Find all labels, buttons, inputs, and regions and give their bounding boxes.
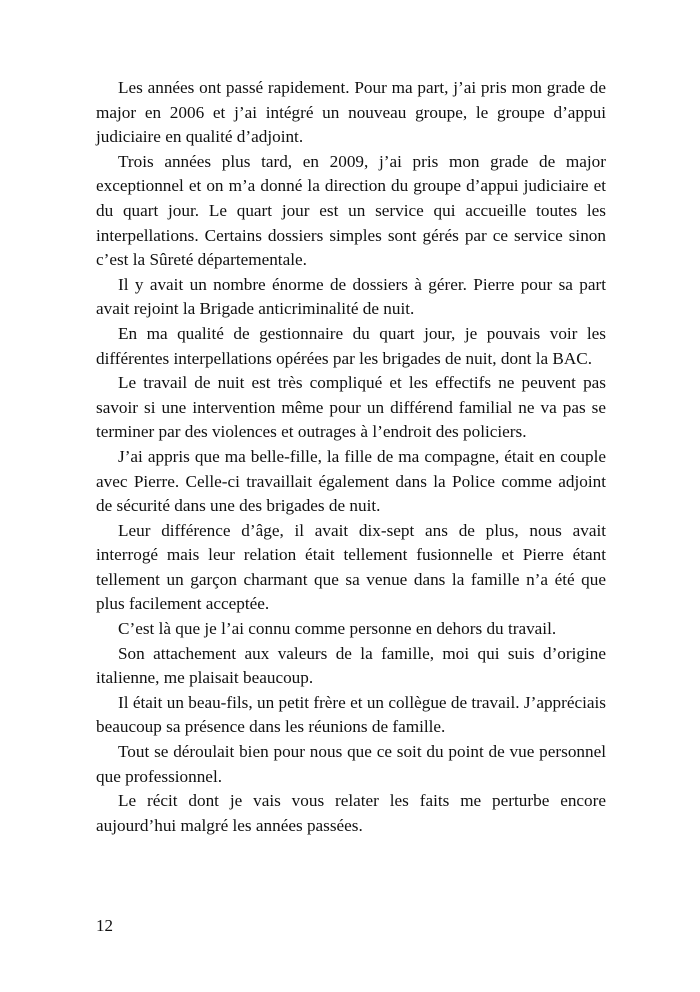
paragraph: Son attachement aux valeurs de la famille, moi qui suis d’origine italienne, me plaisait beaucoup. [96, 643, 606, 688]
paragraph: En ma qualité de gestionnaire du quart jour, je pouvais voir les différentes interpellations opérées par les brigades de nuit, dont la BAC. [96, 323, 606, 368]
paragraph: Tout se déroulait bien pour nous que ce soit du point de vue personnel que professionnel. [96, 742, 606, 786]
paragraph: Trois années plus tard, en 2009, j’ai pris mon grade de major exceptionnel et on m’a donné la direction du groupe d’appui judiciaire et du quart jour. Le quart jour est un service qui accueille toutes les interpellations. Certains dossiers simples sont gérés par ce service sinon c’est la Sûreté départementale. [96, 151, 606, 270]
body-text [96, 76, 606, 838]
paragraph: Il y avait un nombre énorme de dossiers à gérer. Pierre pour sa part avait rejoint la Brigade anticriminalité de nuit. [96, 274, 606, 319]
paragraph: Le travail de nuit est très compliqué et les effectifs ne peuvent pas savoir si une intervention même pour un différend familial ne va pas se terminer par des violences et outrages à l’endroit des policiers. [96, 373, 606, 442]
paragraph: Leur différence d’âge, il avait dix-sept ans de plus, nous avait interrogé mais leur relation était tellement fusionnelle et Pierre étant tellement un garçon charmant que sa venue dans la famille n’a été que plus facilement acceptée. [96, 520, 606, 614]
paragraph: Le récit dont je vais vous relater les faits me perturbe encore aujourd’hui malgré les années passées. [96, 791, 606, 835]
paragraph: C’est là que je l’ai connu comme personne en dehors du travail. [118, 619, 557, 639]
paragraph: Il était un beau-fils, un petit frère et un collègue de travail. J’appréciais beaucoup sa présence dans les réunions de famille. [96, 692, 606, 737]
paragraph: Les années ont passé rapidement. Pour ma part, j’ai pris mon grade de major en 2006 et j’ai intégré un nouveau groupe, le groupe d’appui judiciaire en qualité d’adjoint. [96, 78, 606, 147]
page-number: 12 [96, 916, 113, 935]
paragraph: J’ai appris que ma belle-fille, la fille de ma compagne, était en couple avec Pierre. Celle-ci travaillait également dans la Police comme adjoint de sécurité dans une des brigades de nuit. [96, 446, 606, 516]
